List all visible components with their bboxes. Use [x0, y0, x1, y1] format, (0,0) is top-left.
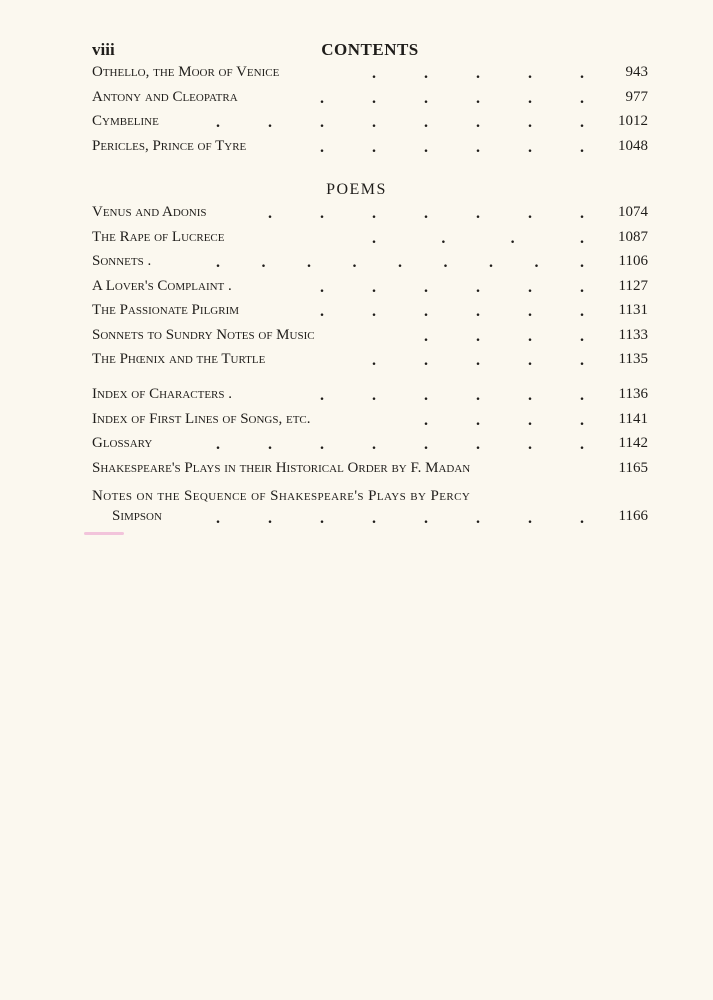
toc-entry-page: 1136	[618, 386, 648, 402]
toc-entry-page: 1131	[618, 302, 648, 318]
toc-entry	[92, 384, 648, 409]
dot-leader: . . . . .	[372, 65, 584, 82]
toc-entry-page: 1048	[618, 137, 648, 154]
dot-leader: . . . . . .	[320, 303, 584, 320]
toc-entry-page: 1133	[618, 326, 648, 343]
toc-entry-title: The Passionate Pilgrim	[92, 302, 240, 318]
toc-entry-title: The Phœnix and the Turtle	[92, 351, 266, 367]
toc-entry	[92, 251, 648, 276]
toc-entry-page: 1135	[618, 351, 648, 367]
toc-entry-page: 1074	[618, 204, 648, 220]
dot-leader: . . . . . . . .	[216, 114, 584, 131]
poems-list	[92, 202, 648, 374]
running-title: CONTENTS	[321, 40, 419, 59]
toc-entry-page: 1142	[618, 435, 648, 451]
toc-entry-page: 1012	[618, 113, 648, 129]
dot-leader: . . . . . . . .	[216, 510, 584, 527]
toc-entry	[92, 349, 648, 374]
toc-entry	[92, 227, 648, 252]
toc-entry-title: Glossary	[92, 435, 153, 451]
toc-entry-page: 943	[625, 64, 648, 80]
toc-entry-title-continued: Simpson	[112, 508, 162, 524]
toc-entry-page: 1141	[618, 410, 648, 427]
toc-entry-title: Venus and Adonis	[92, 204, 207, 220]
toc-entry	[92, 458, 648, 483]
page-header	[92, 40, 648, 64]
toc-entry	[92, 202, 648, 227]
dot-leader: . . . . . .	[320, 387, 584, 404]
toc-entry-page: 1165	[618, 459, 648, 476]
toc-entry-title: Shakespeare's Plays in their Historical Order by F. Madan	[92, 459, 471, 476]
toc-entry	[92, 409, 648, 434]
toc-entry	[92, 276, 648, 301]
toc-entry	[92, 62, 648, 87]
toc-entry-title: Index of Characters .	[92, 386, 233, 402]
toc-entry-page: 1087	[618, 228, 648, 245]
toc-entry	[92, 111, 648, 136]
toc-entry	[92, 136, 648, 161]
toc-entry-page: 1127	[618, 277, 648, 294]
appendix-list	[92, 384, 648, 534]
toc-entry-title: Antony and Cleopatra	[92, 88, 238, 105]
plays-list	[92, 62, 648, 160]
toc-entry	[92, 486, 648, 534]
dot-leader: . . . .	[424, 327, 584, 345]
dot-leader: . . . .	[424, 411, 584, 429]
dot-leader: . . . . . . .	[268, 205, 584, 222]
toc-entry-title: Othello, the Moor of Venice	[92, 64, 280, 80]
dot-leader: . . . . . .	[320, 278, 584, 296]
dot-leader: . . . . . . . . .	[216, 254, 584, 271]
dot-leader: . . . . . . . .	[216, 436, 584, 453]
toc-entry-title: A Lover's Complaint .	[92, 277, 232, 294]
toc-entry	[92, 433, 648, 458]
page-number: viii	[92, 40, 115, 59]
toc-entry	[92, 325, 648, 350]
toc-entry-page: 1106	[618, 253, 648, 269]
toc-entry-title: The Rape of Lucrece	[92, 228, 225, 245]
toc-entry-title: Pericles, Prince of Tyre	[92, 137, 247, 154]
dot-leader: . . . . .	[372, 352, 584, 369]
toc-entry-title: Sonnets to Sundry Notes of Music	[92, 326, 315, 343]
toc-entry-page: 1166	[618, 508, 648, 524]
dot-leader: . . . . . .	[320, 89, 584, 107]
dot-leader: . . . .	[372, 229, 584, 247]
toc-entry-title: Sonnets .	[92, 253, 152, 269]
toc-entry	[92, 300, 648, 325]
toc-entry-page: 977	[625, 88, 648, 105]
toc-entry-title: Index of First Lines of Songs, etc.	[92, 410, 311, 427]
dot-leader: . . . . . .	[320, 138, 584, 156]
toc-entry-title: Cymbeline	[92, 113, 159, 129]
toc-entry	[92, 87, 648, 112]
toc-entry-title: Notes on the Sequence of Shakespeare's Plays by Percy	[92, 488, 471, 504]
section-heading: POEMS	[326, 181, 387, 198]
pen-mark	[84, 532, 124, 535]
